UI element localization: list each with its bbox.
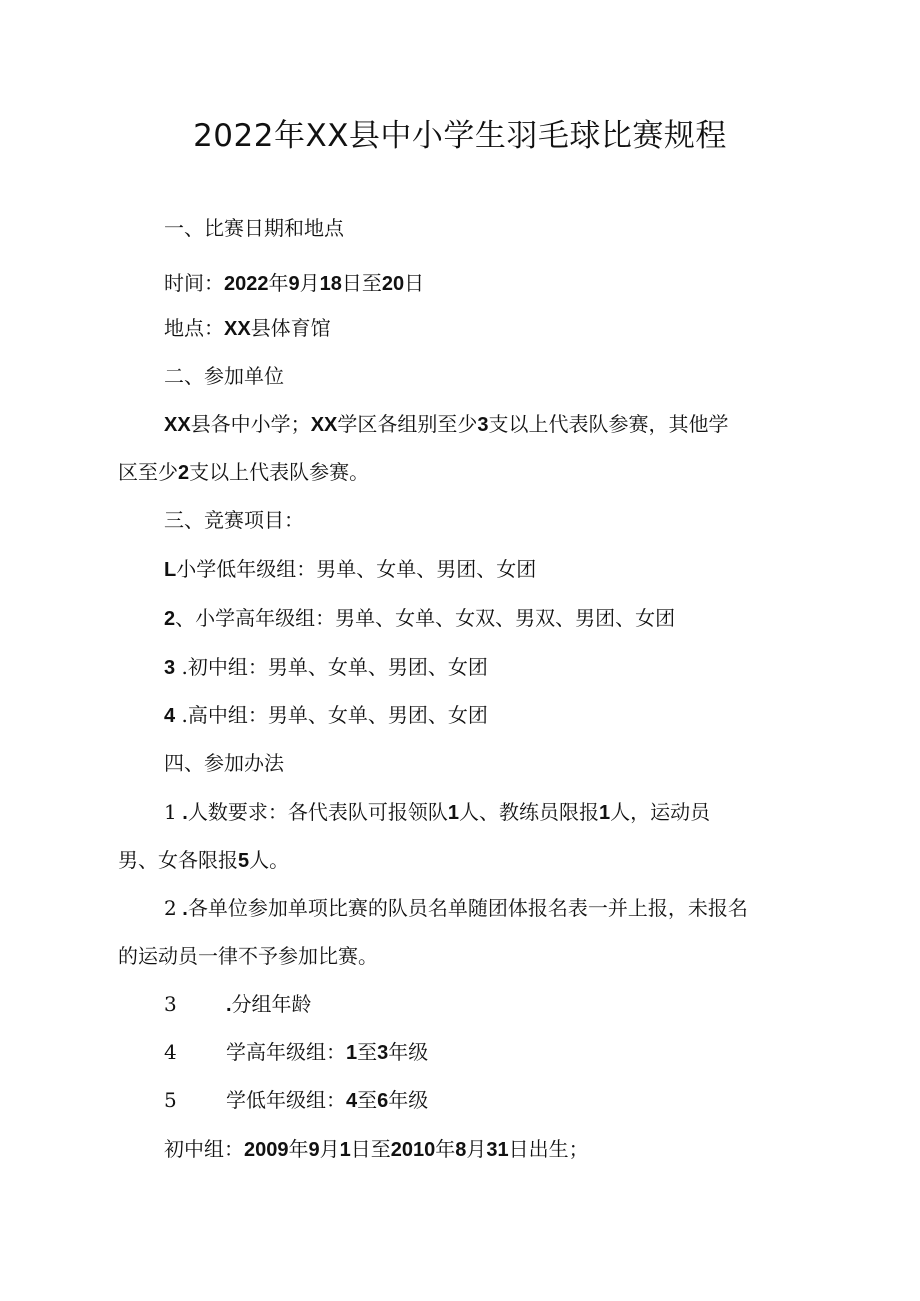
- event-item-2: 2、小学高年级组：男单、女单、女双、男双、男团、女团: [164, 606, 676, 630]
- section-heading-3: 三、竞赛项目：: [164, 508, 304, 532]
- event-item-4: 4 .高中组：男单、女单、男团、女团: [164, 703, 488, 727]
- rule-5: 5 学低年级组：4至6年级: [164, 1088, 429, 1112]
- units-paragraph-line-1: XX县各中小学；XX学区各组别至少3支以上代表队参赛，其他学: [164, 412, 729, 436]
- rule-2-line-1: 2 .各单位参加单项比赛的队员名单随团体报名表一并上报，未报名: [164, 896, 748, 920]
- rule-1-line-2: 男、女各限报5人。: [118, 848, 290, 872]
- event-item-3: 3 .初中组：男单、女单、男团、女团: [164, 655, 488, 679]
- section-heading-1: 一、比赛日期和地点: [164, 216, 344, 240]
- location-line: 地点：XX县体育馆: [164, 316, 331, 340]
- document-title: 2022年XX县中小学生羽毛球比赛规程: [193, 118, 727, 154]
- units-paragraph-line-2: 区至少2支以上代表队参赛。: [118, 460, 370, 484]
- section-heading-4: 四、参加办法: [164, 751, 284, 775]
- rule-4: 4 学高年级组：1至3年级: [164, 1040, 429, 1064]
- rule-3: 3 .分组年龄: [164, 992, 312, 1016]
- rule-6: 初中组：2009年9月1日至2010年8月31日出生；: [164, 1137, 589, 1161]
- date-line: 时间：2022年9月18日至20日: [164, 271, 425, 295]
- section-heading-2: 二、参加单位: [164, 364, 284, 388]
- event-item-1: L小学低年级组：男单、女单、男团、女团: [164, 557, 537, 581]
- rule-1-line-1: 1 .人数要求：各代表队可报领队1人、教练员限报1人，运动员: [164, 800, 711, 824]
- rule-2-line-2: 的运动员一律不予参加比赛。: [118, 944, 378, 968]
